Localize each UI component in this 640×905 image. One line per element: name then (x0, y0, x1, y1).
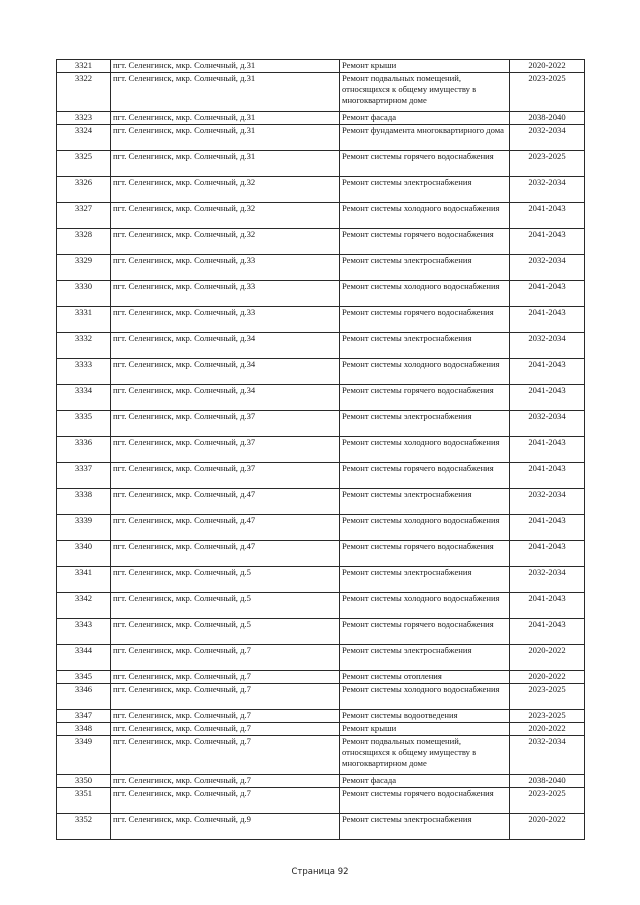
address-cell: пгт. Селенгинск, мкр. Солнечный, д.31 (111, 112, 340, 125)
table-row (57, 814, 585, 840)
address-cell: пгт. Селенгинск, мкр. Солнечный, д.33 (111, 281, 340, 307)
work-type-cell: Ремонт системы электроснабжения (340, 489, 510, 515)
row-number-cell: 3330 (57, 281, 111, 307)
period-cell: 2041-2043 (510, 359, 585, 385)
period-cell: 2032-2034 (510, 567, 585, 593)
row-number-cell: 3338 (57, 489, 111, 515)
work-type-cell: Ремонт системы электроснабжения (340, 567, 510, 593)
table-row (57, 255, 585, 281)
table-row (57, 307, 585, 333)
work-type-cell: Ремонт фасада (340, 775, 510, 788)
work-type-cell: Ремонт системы горячего водоснабжения (340, 788, 510, 814)
table-row (57, 60, 585, 73)
period-cell: 2041-2043 (510, 463, 585, 489)
row-number-cell: 3325 (57, 151, 111, 177)
address-cell: пгт. Селенгинск, мкр. Солнечный, д.47 (111, 541, 340, 567)
work-type-cell: Ремонт системы горячего водоснабжения (340, 385, 510, 411)
row-number-cell: 3352 (57, 814, 111, 840)
period-cell: 2032-2034 (510, 489, 585, 515)
address-cell: пгт. Селенгинск, мкр. Солнечный, д.37 (111, 463, 340, 489)
table-row (57, 593, 585, 619)
address-cell: пгт. Селенгинск, мкр. Солнечный, д.7 (111, 775, 340, 788)
table-row (57, 177, 585, 203)
row-number-cell: 3336 (57, 437, 111, 463)
address-cell: пгт. Селенгинск, мкр. Солнечный, д.32 (111, 203, 340, 229)
table-row (57, 385, 585, 411)
period-cell: 2041-2043 (510, 593, 585, 619)
address-cell: пгт. Селенгинск, мкр. Солнечный, д.33 (111, 255, 340, 281)
period-cell: 2032-2034 (510, 333, 585, 359)
row-number-cell: 3346 (57, 684, 111, 710)
table-row (57, 645, 585, 671)
period-cell: 2020-2022 (510, 723, 585, 736)
row-number-cell: 3335 (57, 411, 111, 437)
work-type-cell: Ремонт системы электроснабжения (340, 814, 510, 840)
row-number-cell: 3345 (57, 671, 111, 684)
period-cell: 2020-2022 (510, 60, 585, 73)
table-row (57, 489, 585, 515)
row-number-cell: 3329 (57, 255, 111, 281)
period-cell: 2023-2025 (510, 151, 585, 177)
work-type-cell: Ремонт системы горячего водоснабжения (340, 151, 510, 177)
address-cell: пгт. Селенгинск, мкр. Солнечный, д.32 (111, 229, 340, 255)
table-row (57, 112, 585, 125)
period-cell: 2032-2034 (510, 125, 585, 151)
work-type-cell: Ремонт системы горячего водоснабжения (340, 463, 510, 489)
work-type-cell: Ремонт системы холодного водоснабжения (340, 437, 510, 463)
row-number-cell: 3341 (57, 567, 111, 593)
work-type-cell: Ремонт фасада (340, 112, 510, 125)
period-cell: 2041-2043 (510, 437, 585, 463)
work-type-cell: Ремонт крыши (340, 60, 510, 73)
work-type-cell: Ремонт системы холодного водоснабжения (340, 593, 510, 619)
table-row (57, 788, 585, 814)
table-row (57, 203, 585, 229)
address-cell: пгт. Селенгинск, мкр. Солнечный, д.5 (111, 567, 340, 593)
address-cell: пгт. Селенгинск, мкр. Солнечный, д.37 (111, 437, 340, 463)
address-cell: пгт. Селенгинск, мкр. Солнечный, д.7 (111, 736, 340, 775)
address-cell: пгт. Селенгинск, мкр. Солнечный, д.32 (111, 177, 340, 203)
period-cell: 2041-2043 (510, 203, 585, 229)
period-cell: 2020-2022 (510, 671, 585, 684)
work-type-cell: Ремонт системы холодного водоснабжения (340, 203, 510, 229)
row-number-cell: 3327 (57, 203, 111, 229)
row-number-cell: 3349 (57, 736, 111, 775)
row-number-cell: 3340 (57, 541, 111, 567)
table-row (57, 775, 585, 788)
work-type-cell: Ремонт крыши (340, 723, 510, 736)
table-body (57, 60, 585, 840)
work-type-cell: Ремонт системы водоотведения (340, 710, 510, 723)
address-cell: пгт. Селенгинск, мкр. Солнечный, д.34 (111, 385, 340, 411)
row-number-cell: 3347 (57, 710, 111, 723)
address-cell: пгт. Селенгинск, мкр. Солнечный, д.31 (111, 125, 340, 151)
row-number-cell: 3324 (57, 125, 111, 151)
table-row (57, 515, 585, 541)
period-cell: 2041-2043 (510, 385, 585, 411)
work-type-cell: Ремонт системы холодного водоснабжения (340, 359, 510, 385)
work-type-cell: Ремонт системы электроснабжения (340, 177, 510, 203)
address-cell: пгт. Селенгинск, мкр. Солнечный, д.31 (111, 60, 340, 73)
period-cell: 2041-2043 (510, 619, 585, 645)
period-cell: 2023-2025 (510, 684, 585, 710)
period-cell: 2041-2043 (510, 229, 585, 255)
table-row (57, 437, 585, 463)
table-row (57, 125, 585, 151)
address-cell: пгт. Селенгинск, мкр. Солнечный, д.7 (111, 645, 340, 671)
work-type-cell: Ремонт фундамента многоквартирного дома (340, 125, 510, 151)
period-cell: 2041-2043 (510, 307, 585, 333)
table-row (57, 723, 585, 736)
address-cell: пгт. Селенгинск, мкр. Солнечный, д.37 (111, 411, 340, 437)
address-cell: пгт. Селенгинск, мкр. Солнечный, д.7 (111, 684, 340, 710)
address-cell: пгт. Селенгинск, мкр. Солнечный, д.34 (111, 359, 340, 385)
row-number-cell: 3350 (57, 775, 111, 788)
period-cell: 2032-2034 (510, 255, 585, 281)
row-number-cell: 3348 (57, 723, 111, 736)
work-type-cell: Ремонт системы горячего водоснабжения (340, 307, 510, 333)
work-type-cell: Ремонт системы электроснабжения (340, 411, 510, 437)
row-number-cell: 3333 (57, 359, 111, 385)
period-cell: 2041-2043 (510, 541, 585, 567)
table-row (57, 151, 585, 177)
row-number-cell: 3331 (57, 307, 111, 333)
table-row (57, 541, 585, 567)
table-row (57, 736, 585, 775)
work-type-cell: Ремонт системы горячего водоснабжения (340, 541, 510, 567)
work-type-cell: Ремонт системы электроснабжения (340, 255, 510, 281)
work-type-cell: Ремонт системы электроснабжения (340, 645, 510, 671)
period-cell: 2023-2025 (510, 788, 585, 814)
period-cell: 2023-2025 (510, 710, 585, 723)
table-row (57, 567, 585, 593)
work-type-cell: Ремонт подвальных помещений, относящихся к общему имуществу в многоквартирном доме (340, 736, 510, 775)
period-cell: 2038-2040 (510, 775, 585, 788)
work-type-cell: Ремонт системы холодного водоснабжения (340, 684, 510, 710)
address-cell: пгт. Селенгинск, мкр. Солнечный, д.47 (111, 489, 340, 515)
table-row (57, 710, 585, 723)
work-type-cell: Ремонт подвальных помещений, относящихся к общему имуществу в многоквартирном доме (340, 73, 510, 112)
work-type-cell: Ремонт системы холодного водоснабжения (340, 515, 510, 541)
address-cell: пгт. Селенгинск, мкр. Солнечный, д.31 (111, 73, 340, 112)
period-cell: 2038-2040 (510, 112, 585, 125)
page-number: Страница 92 (291, 867, 349, 877)
table-row (57, 463, 585, 489)
address-cell: пгт. Селенгинск, мкр. Солнечный, д.7 (111, 671, 340, 684)
row-number-cell: 3326 (57, 177, 111, 203)
period-cell: 2032-2034 (510, 177, 585, 203)
address-cell: пгт. Селенгинск, мкр. Солнечный, д.7 (111, 710, 340, 723)
work-type-cell: Ремонт системы холодного водоснабжения (340, 281, 510, 307)
address-cell: пгт. Селенгинск, мкр. Солнечный, д.5 (111, 593, 340, 619)
row-number-cell: 3322 (57, 73, 111, 112)
work-type-cell: Ремонт системы отопления (340, 671, 510, 684)
address-cell: пгт. Селенгинск, мкр. Солнечный, д.5 (111, 619, 340, 645)
row-number-cell: 3328 (57, 229, 111, 255)
row-number-cell: 3344 (57, 645, 111, 671)
row-number-cell: 3343 (57, 619, 111, 645)
address-cell: пгт. Селенгинск, мкр. Солнечный, д.31 (111, 151, 340, 177)
row-number-cell: 3334 (57, 385, 111, 411)
address-cell: пгт. Селенгинск, мкр. Солнечный, д.34 (111, 333, 340, 359)
work-type-cell: Ремонт системы горячего водоснабжения (340, 619, 510, 645)
table-row (57, 359, 585, 385)
table-row (57, 281, 585, 307)
row-number-cell: 3337 (57, 463, 111, 489)
row-number-cell: 3339 (57, 515, 111, 541)
address-cell: пгт. Селенгинск, мкр. Солнечный, д.33 (111, 307, 340, 333)
period-cell: 2020-2022 (510, 645, 585, 671)
repair-schedule-table (56, 59, 585, 840)
address-cell: пгт. Селенгинск, мкр. Солнечный, д.47 (111, 515, 340, 541)
table-row (57, 73, 585, 112)
row-number-cell: 3321 (57, 60, 111, 73)
period-cell: 2041-2043 (510, 515, 585, 541)
table-row (57, 333, 585, 359)
row-number-cell: 3351 (57, 788, 111, 814)
table-row (57, 684, 585, 710)
row-number-cell: 3323 (57, 112, 111, 125)
address-cell: пгт. Селенгинск, мкр. Солнечный, д.7 (111, 788, 340, 814)
table-row (57, 229, 585, 255)
period-cell: 2032-2034 (510, 736, 585, 775)
address-cell: пгт. Селенгинск, мкр. Солнечный, д.9 (111, 814, 340, 840)
period-cell: 2032-2034 (510, 411, 585, 437)
table-row (57, 619, 585, 645)
row-number-cell: 3332 (57, 333, 111, 359)
work-type-cell: Ремонт системы электроснабжения (340, 333, 510, 359)
period-cell: 2023-2025 (510, 73, 585, 112)
work-type-cell: Ремонт системы горячего водоснабжения (340, 229, 510, 255)
address-cell: пгт. Селенгинск, мкр. Солнечный, д.7 (111, 723, 340, 736)
table-row (57, 411, 585, 437)
table-row (57, 671, 585, 684)
row-number-cell: 3342 (57, 593, 111, 619)
period-cell: 2041-2043 (510, 281, 585, 307)
period-cell: 2020-2022 (510, 814, 585, 840)
